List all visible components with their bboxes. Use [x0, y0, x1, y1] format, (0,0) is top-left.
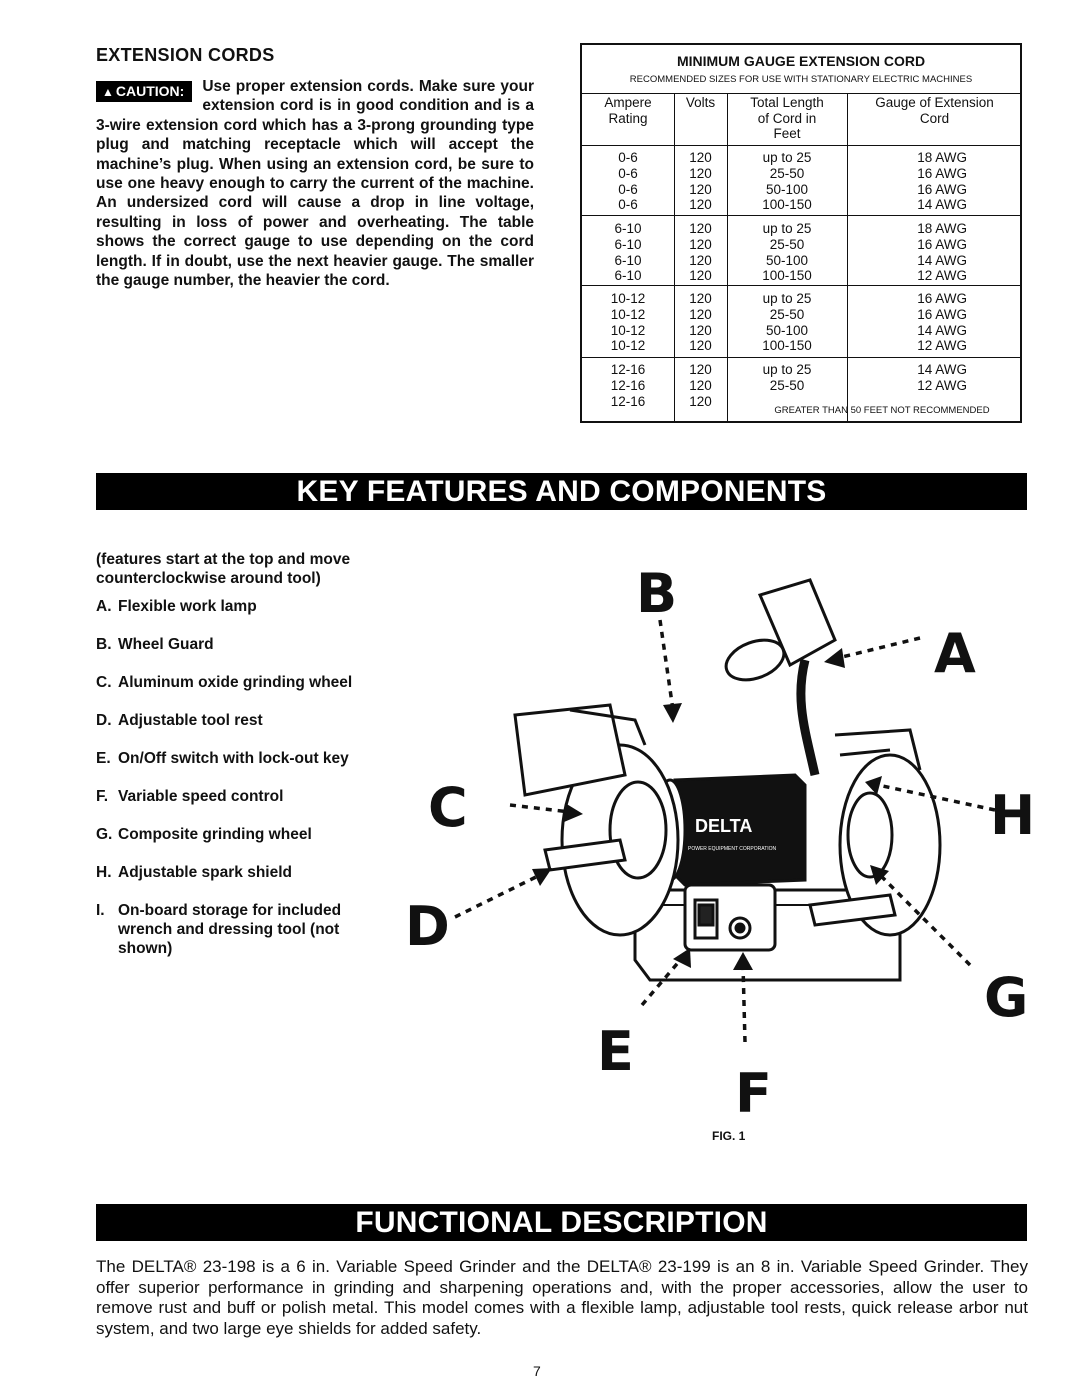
callout-A: A	[934, 622, 976, 685]
table-cell: up to 25	[762, 221, 812, 236]
feature-letter: B.	[96, 636, 112, 653]
feature-item	[96, 711, 418, 730]
warning-triangle-icon: ▲	[102, 85, 114, 99]
table-cell: 16 AWG	[917, 236, 967, 252]
feature-item	[96, 901, 378, 958]
table-cell: 50-100	[765, 252, 809, 268]
table-cell: 18 AWG	[917, 150, 967, 165]
extension-cords-heading: EXTENSION CORDS	[96, 45, 275, 65]
feature-text: Composite grinding wheel	[118, 826, 312, 843]
gauge-table-title: MINIMUM GAUGE EXTENSION CORD	[676, 53, 926, 69]
callout-H: H	[990, 784, 1036, 847]
feature-item	[96, 749, 418, 768]
table-cell: 0-6	[618, 165, 638, 181]
functional-description-text: The DELTA® 23-198 is a 6 in. Variable Speed Grinder and the DELTA® 23-199 is an 8 in. Variable Speed Grinder. They offer superior performance in grinding and sharpening operations and, with the proper accessories, allow the user to remove rust and buff or polish metal. This model comes with a flexible lamp, adjustable tool rests, quick release arbor nut system, and two large eye shields for added safety.	[96, 1257, 1028, 1338]
table-cell: 120	[689, 377, 712, 393]
feature-text: Wheel Guard	[118, 636, 214, 653]
feature-item	[96, 825, 418, 844]
feature-text: On/Off switch with lock-out key	[118, 750, 349, 767]
feature-text: Aluminum oxide grinding wheel	[118, 674, 353, 691]
table-cell: 10-12	[610, 322, 646, 338]
feature-text: Adjustable spark shield	[118, 864, 292, 881]
callout-F: F	[735, 1062, 772, 1125]
table-cell: 6-10	[614, 268, 642, 284]
table-cell: 50-100	[765, 181, 809, 197]
table-header-cell: Gauge of Extension Cord	[875, 95, 994, 126]
feature-item	[96, 673, 418, 692]
table-cell: 16 AWG	[917, 165, 967, 181]
callout-B: B	[636, 562, 678, 625]
table-cell: 16 AWG	[917, 291, 967, 306]
key-features-banner: KEY FEATURES AND COMPONENTS	[96, 473, 1027, 510]
feature-letter: F.	[96, 788, 109, 805]
table-cell: 100-150	[762, 197, 812, 213]
table-cell: 16 AWG	[917, 181, 967, 197]
gauge-table-subtitle: RECOMMENDED SIZES FOR USE WITH STATIONARY ELECTRIC MACHINES	[629, 74, 973, 85]
table-cell: 120	[689, 236, 712, 252]
table-cell: 25-50	[769, 165, 805, 181]
table-cell: 12 AWG	[917, 377, 967, 393]
feature-letter: I.	[96, 902, 105, 919]
feature-letter: G.	[96, 826, 113, 843]
table-rule	[582, 145, 1020, 146]
table-cell: 0-6	[618, 197, 638, 213]
caution-label: CAUTION:	[115, 83, 185, 99]
table-cell: 120	[689, 338, 712, 354]
table-cell: 120	[689, 150, 712, 165]
table-rule	[582, 285, 1020, 286]
table-cell: 10-12	[610, 306, 646, 322]
gauge-table	[580, 43, 1022, 423]
lamp-arm	[801, 660, 815, 775]
extension-cords-body	[96, 77, 534, 290]
callout-C: C	[428, 776, 468, 839]
table-cell: 14 AWG	[917, 322, 967, 338]
table-cell: 14 AWG	[917, 252, 967, 268]
table-rule	[582, 215, 1020, 216]
feature-letter: H.	[96, 864, 112, 881]
gauge-table-note: GREATER THAN 50 FEET NOT RECOMMENDED	[774, 405, 990, 416]
feature-text: On-board storage for included wrench and dressing tool (not shown)	[118, 902, 342, 957]
brand-subtitle: POWER EQUIPMENT CORPORATION	[688, 846, 777, 852]
table-cell: 16 AWG	[917, 306, 967, 322]
features-intro: (features start at the top and move counterclockwise around tool)	[96, 551, 351, 587]
table-cell: up to 25	[762, 362, 812, 377]
feature-letter: A.	[96, 598, 112, 615]
table-header-cell: Total Length of Cord in Feet	[750, 95, 824, 141]
table-cell: 50-100	[765, 322, 809, 338]
feature-item	[96, 597, 418, 616]
table-cell: 120	[689, 165, 712, 181]
table-cell: up to 25	[762, 150, 812, 165]
table-cell: 120	[689, 393, 712, 409]
feature-item	[96, 787, 418, 806]
table-cell: 120	[689, 197, 712, 213]
table-cell: 14 AWG	[917, 197, 967, 213]
table-cell: 120	[689, 322, 712, 338]
callout-E: E	[597, 1020, 634, 1083]
feature-letter: E.	[96, 750, 111, 767]
feature-item	[96, 863, 418, 882]
feature-letter: C.	[96, 674, 112, 691]
brand-logo: DELTA	[695, 816, 753, 836]
callout-G: G	[984, 966, 1029, 1029]
table-cell: 10-12	[610, 291, 646, 306]
table-header-cell: Ampere Rating	[604, 95, 652, 126]
table-cell: 6-10	[614, 221, 642, 236]
table-cell: up to 25	[762, 291, 812, 306]
table-cell: 12-16	[610, 377, 646, 393]
table-cell: 120	[689, 306, 712, 322]
table-cell: 12-16	[610, 393, 646, 409]
table-cell: 25-50	[769, 306, 805, 322]
table-cell: 12-16	[610, 362, 646, 377]
table-cell: 14 AWG	[917, 362, 967, 377]
table-header-cell: Volts	[685, 95, 716, 110]
table-cell: 120	[689, 268, 712, 284]
functional-description-banner: FUNCTIONAL DESCRIPTION	[96, 1204, 1027, 1241]
feature-text: Variable speed control	[118, 788, 284, 805]
table-cell: 120	[689, 181, 712, 197]
table-rule	[582, 357, 1020, 358]
table-cell: 100-150	[762, 338, 812, 354]
caution-badge	[96, 81, 192, 102]
table-cell: 0-6	[618, 181, 638, 197]
table-cell: 120	[689, 291, 712, 306]
feature-letter: D.	[96, 712, 112, 729]
table-cell: 6-10	[614, 236, 642, 252]
table-cell: 6-10	[614, 252, 642, 268]
table-cell: 0-6	[618, 150, 638, 165]
table-cell: 12 AWG	[917, 338, 967, 354]
table-cell: 18 AWG	[917, 221, 967, 236]
figure-label: FIG. 1	[712, 1129, 746, 1143]
table-cell: 120	[689, 252, 712, 268]
extension-cords-text: Use proper extension cords. Make sure your extension cord is in good condition and is a 3-wire extension cord which has a 3-prong grounding type plug and matching receptacle which will accept the machine’s plug. When using an extension cord, be sure to use one heavy enough to carry the current of the machine. An undersized cord will cause a drop in line voltage, resulting in loss of power and overheating. The table shows the correct gauge to use depending on the cord length. If in doubt, use the next heavier gauge. The smaller the gauge number, the heavier the cord.	[96, 78, 534, 290]
table-cell: 25-50	[769, 377, 805, 393]
table-rule	[582, 93, 1020, 94]
feature-text: Adjustable tool rest	[118, 712, 263, 729]
callout-D: D	[405, 895, 450, 958]
page-number: 7	[533, 1363, 541, 1379]
feature-item	[96, 635, 418, 654]
table-cell: 10-12	[610, 338, 646, 354]
table-cell: 120	[689, 221, 712, 236]
table-cell: 25-50	[769, 236, 805, 252]
table-cell: 12 AWG	[917, 268, 967, 284]
table-cell: 100-150	[762, 268, 812, 284]
feature-text: Flexible work lamp	[118, 598, 257, 615]
table-cell: 120	[689, 362, 712, 377]
